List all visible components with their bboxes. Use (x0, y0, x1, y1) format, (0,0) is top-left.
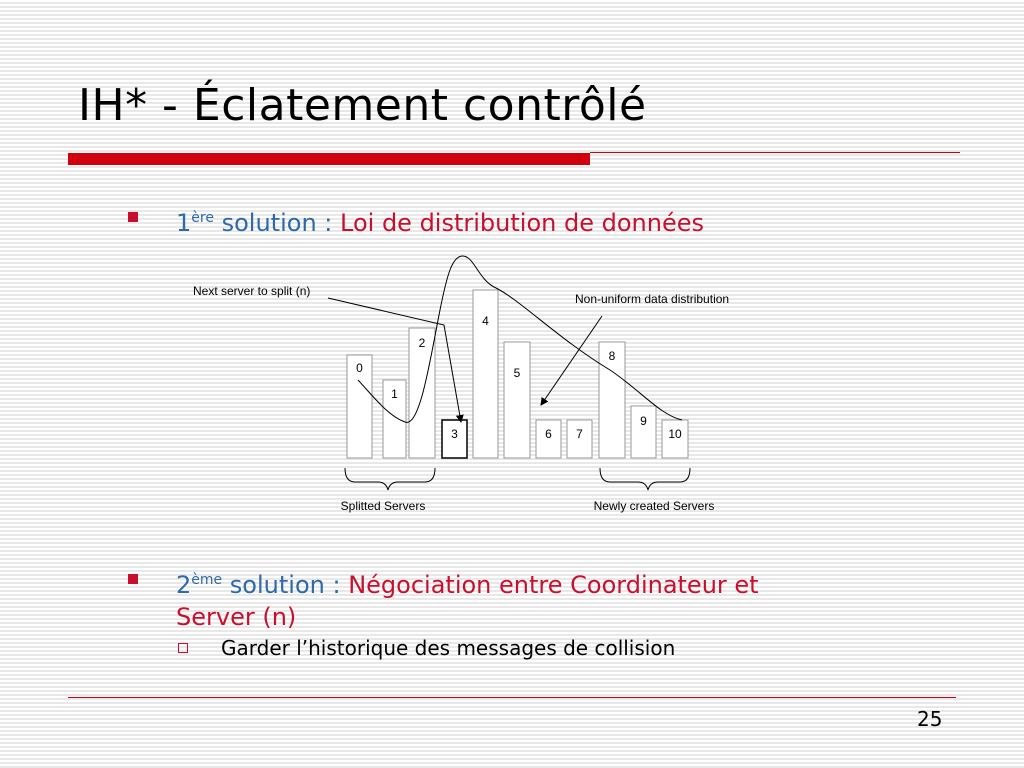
non-uniform-arrow (541, 316, 602, 405)
server-2 (409, 328, 435, 458)
server-5 (504, 342, 530, 458)
server-9 (631, 406, 656, 458)
non-uniform-label: Non-uniform data distribution (575, 292, 730, 306)
server-4 (473, 290, 498, 458)
server-6 (536, 420, 561, 458)
server-8 (599, 342, 625, 458)
svg-text:9: 9 (640, 414, 647, 428)
svg-text:6: 6 (545, 427, 552, 441)
newly-created-label: Newly created Servers (593, 499, 715, 513)
server-7 (567, 420, 592, 458)
svg-text:7: 7 (576, 427, 583, 441)
solution-highlight-line1: Négociation entre Coordinateur et (348, 571, 759, 599)
next-server-label: Next server to split (n) (193, 284, 311, 298)
slide-title: IH* - Éclatement contrôlé (78, 80, 647, 131)
sub-bullet-text: Garder l’historique des messages de collision (221, 636, 676, 660)
bullet-solution-2 (176, 564, 759, 633)
solution-ordinal: 2 (176, 571, 192, 599)
solution-lead: solution : (221, 209, 333, 237)
splitted-servers-brace (345, 468, 435, 490)
solution-ordinal-suffix: ème (191, 572, 223, 588)
sub-bullet-hollow-square-icon (178, 643, 188, 653)
splitted-servers-label: Splitted Servers (340, 499, 426, 513)
svg-text:8: 8 (608, 349, 616, 363)
server-1 (383, 380, 406, 458)
footer-rule (68, 697, 956, 698)
svg-text:0: 0 (356, 361, 363, 375)
svg-text:5: 5 (513, 366, 521, 380)
server-0 (347, 355, 372, 458)
solution-lead: solution : (229, 571, 341, 599)
solution-highlight: Loi de distribution de données (340, 209, 704, 237)
server-10 (662, 420, 688, 458)
svg-text:2: 2 (418, 336, 426, 350)
solution-ordinal-suffix: ère (191, 210, 214, 226)
bullet-square-icon (128, 574, 138, 584)
svg-text:4: 4 (482, 314, 489, 328)
svg-text:3: 3 (451, 427, 458, 441)
svg-text:10: 10 (668, 427, 682, 441)
solution-ordinal: 1 (176, 209, 192, 237)
svg-text:1: 1 (391, 387, 398, 401)
server-3-next-split (442, 420, 467, 458)
solution-highlight-line2: Server (n) (176, 603, 297, 631)
page-number: 25 (917, 707, 943, 731)
newly-created-brace (600, 468, 690, 490)
